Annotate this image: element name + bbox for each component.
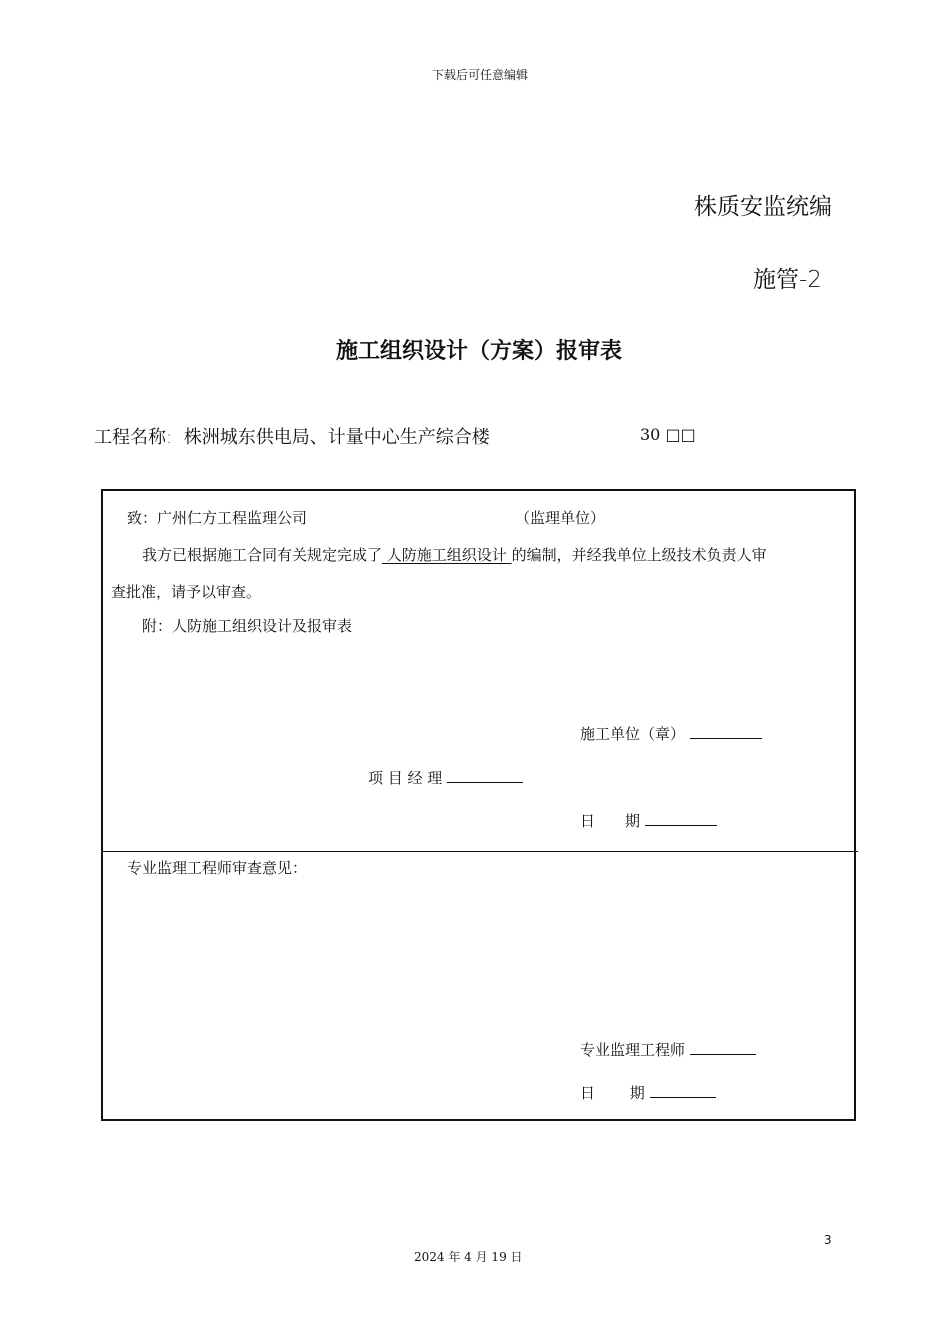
document-code: 株质安监统编 bbox=[694, 194, 832, 220]
attachment-note: 附：人防施工组织设计及报审表 bbox=[142, 617, 353, 635]
statement-line-2: 查批准，请予以审查。 bbox=[111, 583, 262, 601]
contractor-date bbox=[580, 810, 717, 831]
submission-statement bbox=[142, 544, 767, 565]
footer-date: 2024 年 4 月 19 日 bbox=[414, 1250, 523, 1264]
date-label: 日 期 bbox=[580, 1084, 645, 1102]
engineer-date bbox=[580, 1082, 716, 1103]
engineer-sign-label: 专业监理工程师 bbox=[580, 1041, 686, 1059]
submitted-item: 人防施工组织设计 bbox=[382, 546, 512, 564]
form-number: 施管-2 bbox=[753, 267, 822, 293]
project-name-line bbox=[94, 423, 490, 449]
supervision-unit-label: （监理单位） bbox=[515, 509, 606, 527]
project-manager-blank bbox=[447, 767, 523, 783]
project-code: 30 □□ bbox=[640, 425, 696, 444]
contractor-sign-label: 施工单位（章） bbox=[580, 725, 686, 743]
page-number: 3 bbox=[824, 1233, 832, 1247]
header-note: 下载后可任意编辑 bbox=[431, 68, 528, 82]
contractor-sign-blank bbox=[690, 723, 762, 739]
project-manager-label: 项 目 经 理 bbox=[368, 769, 443, 787]
statement-suffix: 的编制，并经我单位上级技术负责人审 bbox=[511, 546, 767, 564]
project-manager-signature bbox=[368, 767, 523, 788]
form-divider bbox=[101, 851, 858, 852]
project-label: 工程名称: bbox=[94, 427, 173, 448]
review-opinion-label: 专业监理工程师审查意见： bbox=[127, 859, 308, 877]
project-name: 株洲城东供电局、计量中心生产综合楼 bbox=[183, 427, 490, 448]
engineer-sign-blank bbox=[690, 1039, 756, 1055]
contractor-signature bbox=[580, 723, 762, 744]
document-title: 施工组织设计（方案）报审表 bbox=[335, 339, 622, 364]
addressee: 致：广州仁方工程监理公司 bbox=[127, 509, 308, 527]
date-label: 日 期 bbox=[580, 812, 641, 830]
engineer-date-blank bbox=[650, 1082, 716, 1098]
engineer-signature bbox=[580, 1039, 756, 1060]
contractor-date-blank bbox=[645, 810, 717, 826]
statement-prefix: 我方已根据施工合同有关规定完成了 bbox=[142, 546, 383, 564]
